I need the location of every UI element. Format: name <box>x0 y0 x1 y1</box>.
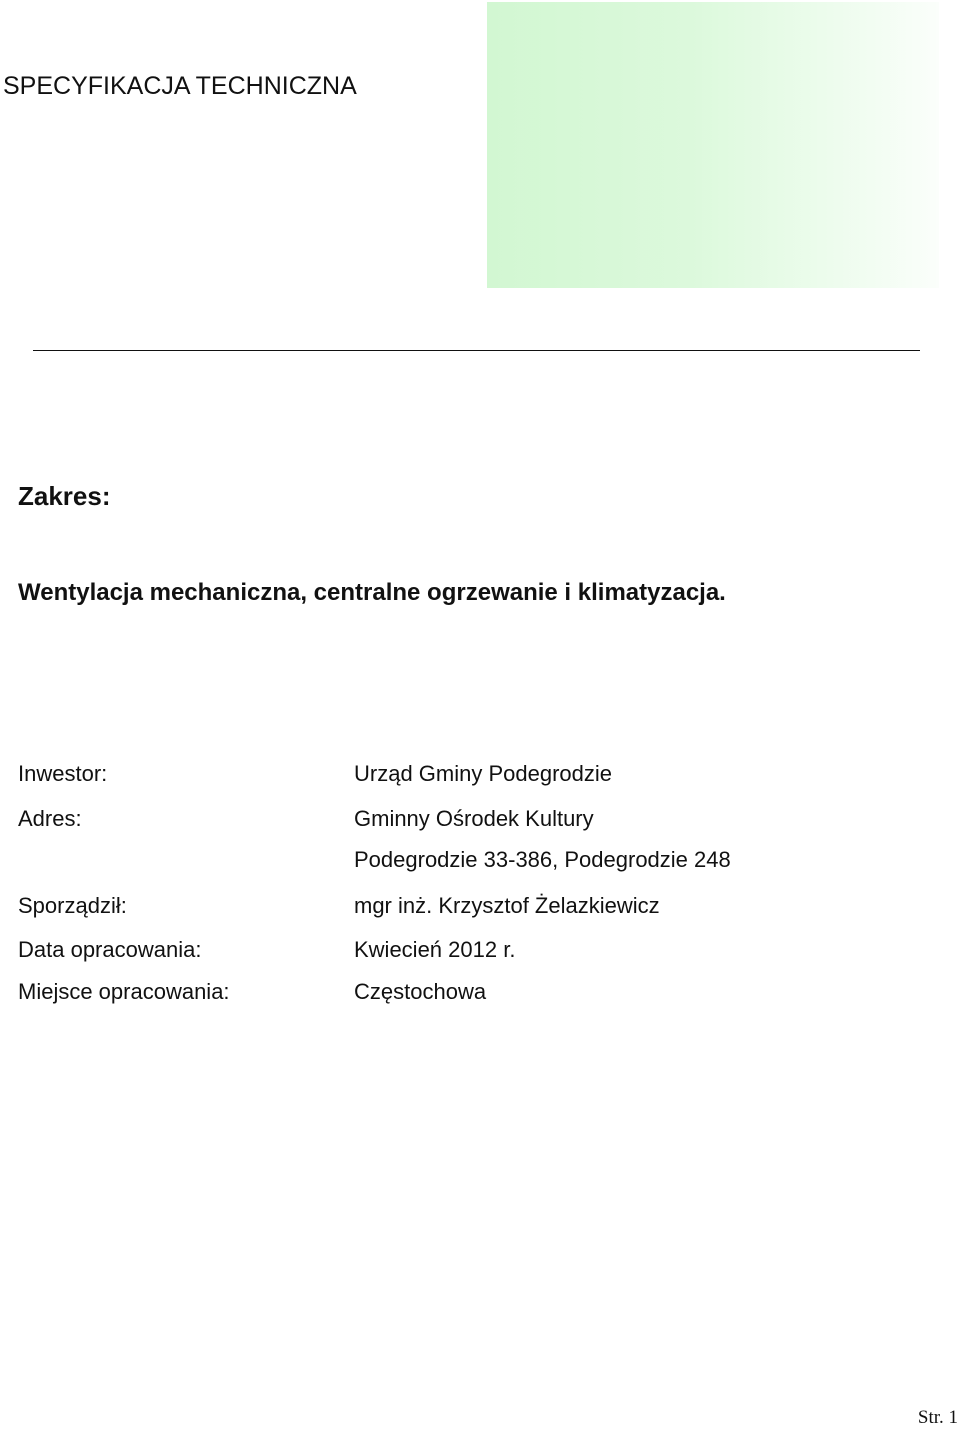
address-line-2: Podegrodzie 33-386, Podegrodzie 248 <box>354 847 731 872</box>
horizontal-rule <box>33 350 920 351</box>
author-label: Sporządził: <box>18 893 127 918</box>
address-label: Adres: <box>18 806 82 831</box>
author-value: mgr inż. Krzysztof Żelazkiewicz <box>354 893 660 918</box>
scope-label: Zakres: <box>18 481 111 511</box>
date-value: Kwiecień 2012 r. <box>354 937 516 962</box>
green-header-panel <box>487 2 939 288</box>
address-line-1: Gminny Ośrodek Kultury <box>354 806 594 831</box>
investor-value: Urząd Gminy Podegrodzie <box>354 761 613 786</box>
place-label: Miejsce opracowania: <box>18 979 230 1004</box>
scope-description: Wentylacja mechaniczna, centralne ogrzewanie i klimatyzacja. <box>18 579 726 606</box>
place-value: Częstochowa <box>354 979 487 1004</box>
date-label: Data opracowania: <box>18 937 202 962</box>
document-title: SPECYFIKACJA TECHNICZNA <box>3 72 357 100</box>
investor-label: Inwestor: <box>18 761 108 786</box>
page-number: Str. 1 <box>917 1407 958 1428</box>
